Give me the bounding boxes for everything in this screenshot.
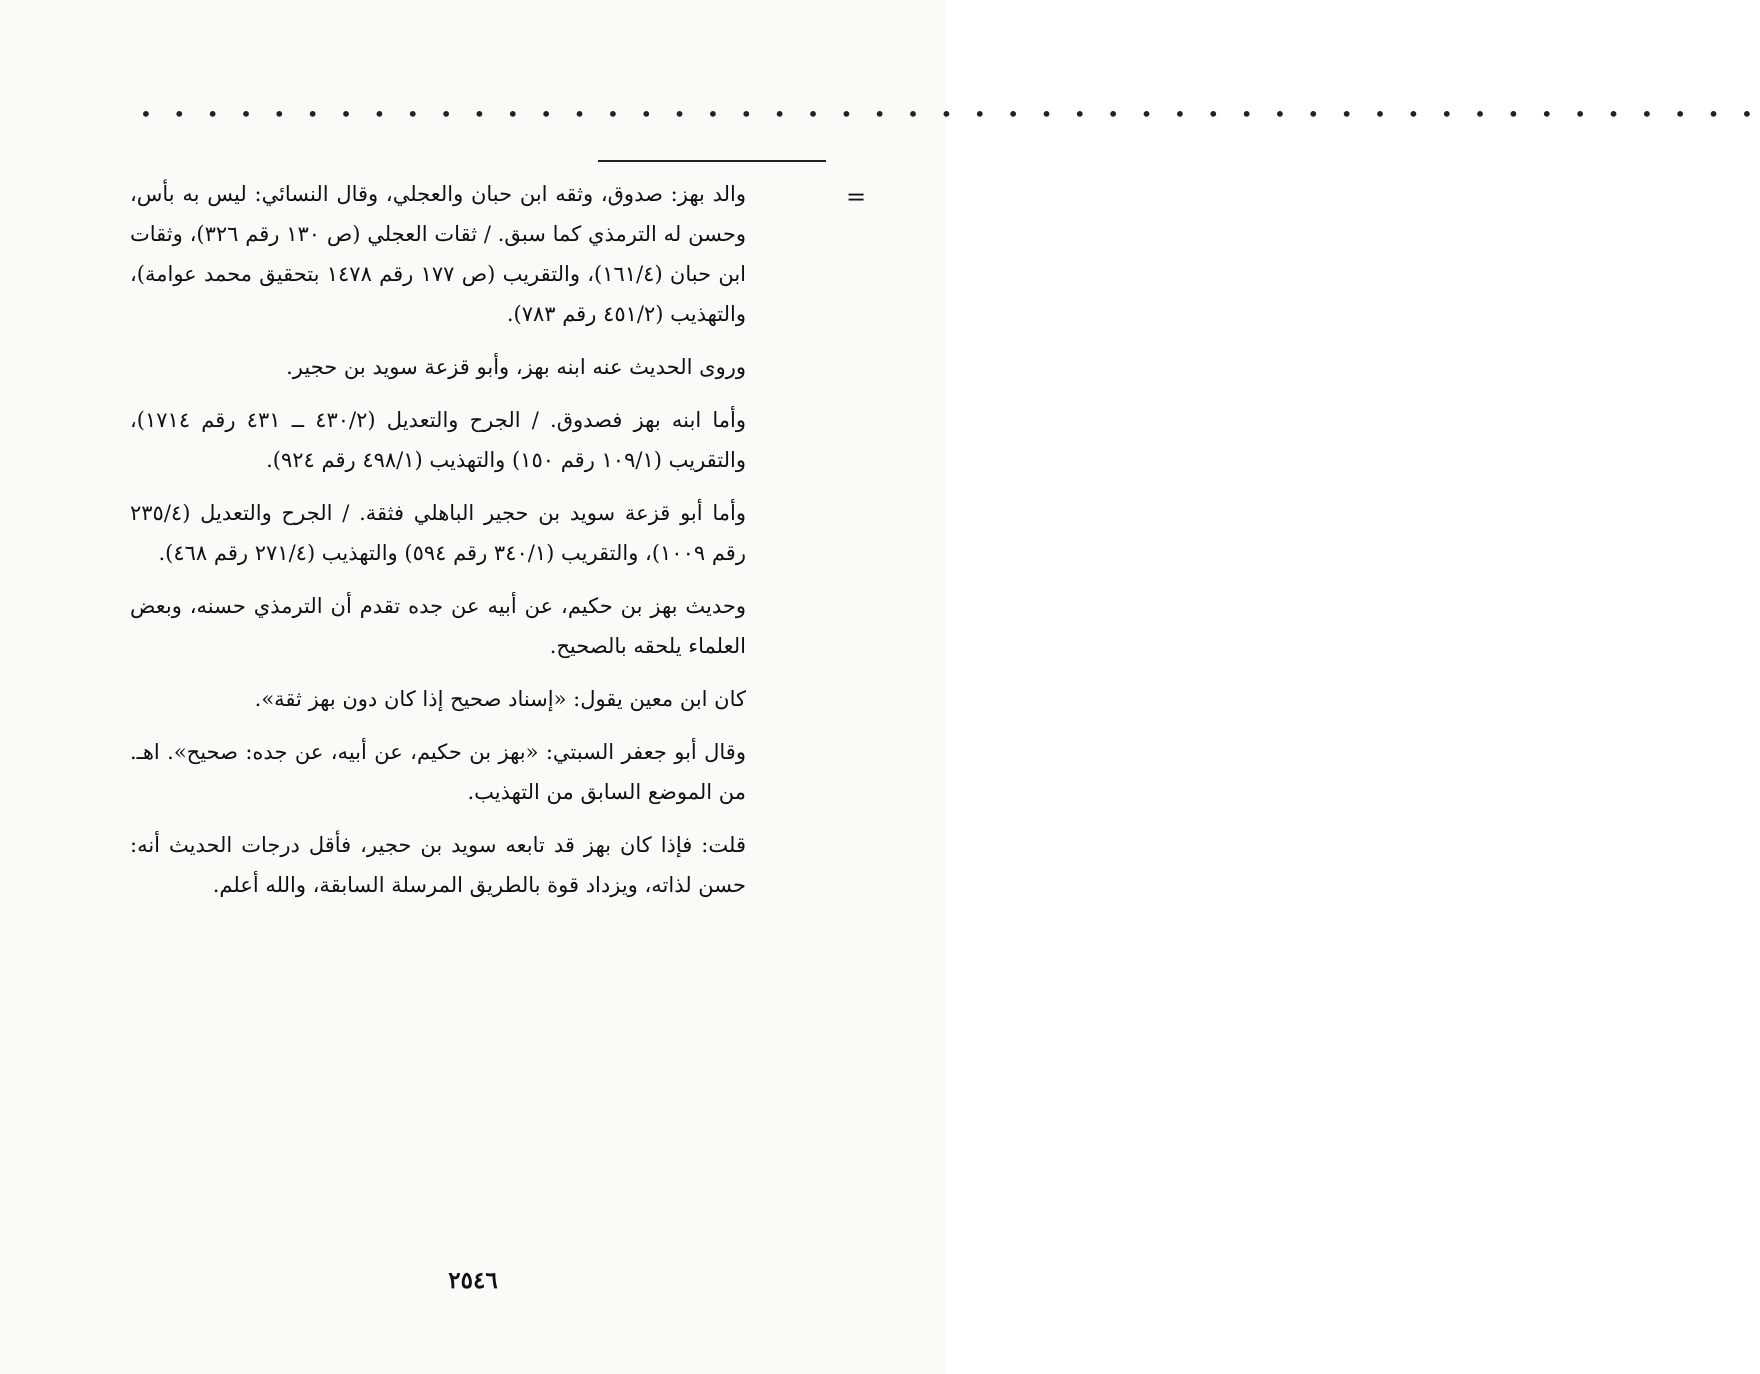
dotted-ornament: • • • • • • • • • • • • • • • • • • • • • • • • • • • • • • • • • • • • • • • • • • • • • • • • • (140, 102, 1760, 126)
paragraph-2: وروى الحديث عنه ابنه بهز، وأبو قزعة سويد بن حجير. (286, 355, 746, 379)
paragraph-3: وأما ابنه بهز فصدوق. / الجرح والتعديل (٤٣٠/٢ ــ ٤٣١ رقم ١٧١٤)، والتقريب (١٠٩/١ رقم ١٥٠) والتهذيب (٤٩٨/١ رقم ٩٢٤). (130, 408, 747, 472)
footnote-body (130, 174, 746, 918)
paragraph-7: وقال أبو جعفر السبتي: «بهز بن حكيم، عن أبيه، عن جده: صحيح». اهـ. من الموضع السابق من التهذيب. (130, 740, 746, 804)
footnote-separator (598, 160, 826, 162)
paragraph-4: وأما أبو قزعة سويد بن حجير الباهلي فثقة. / الجرح والتعديل (٢٣٥/٤ رقم ١٠٠٩)، والتقريب (٣٤٠/١ رقم ٥٩٤) والتهذيب (٢٧١/٤ رقم ٤٦٨). (130, 501, 746, 565)
page-number: ٢٥٤٦ (448, 1267, 498, 1294)
paragraph-5: وحديث بهز بن حكيم، عن أبيه عن جده تقدم أن الترمذي حسنه، وبعض العلماء يلحقه بالصحيح. (130, 594, 746, 658)
continuation-mark: = (846, 183, 867, 211)
paragraph-6: كان ابن معين يقول: «إسناد صحيح إذا كان دون بهز ثقة». (254, 687, 746, 711)
paragraph-1: والد بهز: صدوق، وثقه ابن حبان والعجلي، وقال النسائي: ليس به بأس، وحسن له الترمذي كما سبق. / ثقات العجلي (ص ١٣٠ رقم ٣٢٦)، وثقات ابن حبان (١٦١/٤)، والتقريب (ص ١٧٧ رقم ١٤٧٨ بتحقيق محمد عوامة)، والتهذيب (٤٥١/٢ رقم ٧٨٣). (130, 182, 747, 326)
paragraph-8: قلت: فإذا كان بهز قد تابعه سويد بن حجير، فأقل درجات الحديث أنه: حسن لذاته، ويزداد قوة بالطريق المرسلة السابقة، والله أعلم. (130, 833, 746, 897)
